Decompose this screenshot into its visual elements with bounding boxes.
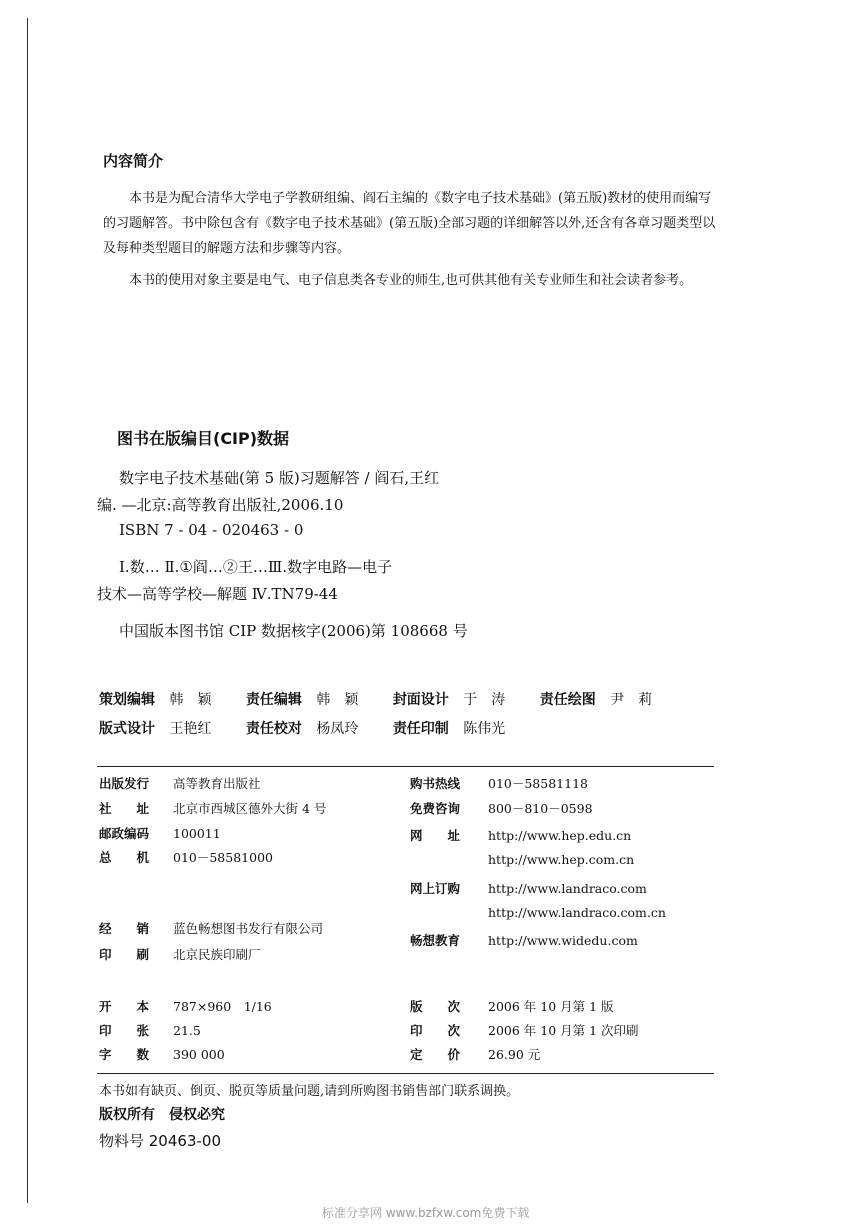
divider-bottom [97,1073,714,1074]
summary-paragraph-2: 本书的使用对象主要是电气、电子信息类各专业的师生,也可供其他有关专业师生和社会读者参考。 [129,273,693,288]
cip-title: 图书在版编目(CIP)数据 [117,429,290,448]
pub-row: 网 址 http://www.hep.edu.cn [410,828,632,843]
copyright-notice: 版权所有 侵权必究 [99,1107,225,1123]
staff-value: 杨凤玲 [316,721,359,737]
pub-row: 购书热线 010－58581118 [410,776,588,791]
pub-row: 畅想教育 http://www.widedu.com [410,933,638,948]
pub-row: 邮政编码 100011 [99,826,221,841]
cip-line-3: ISBN 7 - 04 - 020463 - 0 [119,521,304,539]
staff-value: 陈伟光 [463,721,506,737]
cip-line-6: 中国版本图书馆 CIP 数据核字(2006)第 108668 号 [119,622,468,640]
page-margin-line [27,18,28,1203]
pub-row: 印 刷 北京民族印刷厂 [99,947,261,962]
pub-row: 总 机 010－58581000 [99,850,273,865]
staff-label: 封面设计 [392,692,449,708]
spec-row: 版 次 2006 年 10 月第 1 版 [410,999,614,1014]
staff-label: 责任编辑 [245,692,302,708]
spec-row: 开 本 787×960 1/16 [99,999,272,1014]
spec-row: 定 价 26.90 元 [410,1047,541,1062]
cip-line-5: 技术—高等学校—解题 Ⅳ.TN79-44 [97,585,338,603]
quality-notice: 本书如有缺页、倒页、脱页等质量问题,请到所购图书销售部门联系调换。 [99,1084,520,1099]
staff-label: 责任绘图 [539,692,596,708]
summary-title: 内容简介 [103,152,164,170]
divider-top [97,766,714,767]
staff-value: 于 涛 [463,692,506,708]
staff-value: 尹 莉 [610,692,653,708]
staff-row-2 [99,718,505,738]
pub-row: 免费咨询 800－810－0598 [410,801,593,816]
pub-row: 经 销 蓝色畅想图书发行有限公司 [99,921,324,936]
spec-row: 印 张 21.5 [99,1023,201,1038]
pub-row: 出版发行 高等教育出版社 [99,776,261,791]
staff-label: 版式设计 [99,721,155,737]
staff-value: 韩 颖 [316,692,359,708]
cip-line-4: Ⅰ.数… Ⅱ.①阎…②王…Ⅲ.数字电路—电子 [119,558,393,576]
pub-row: 网上订购 http://www.landraco.com [410,881,647,896]
spec-row: 字 数 390 000 [99,1047,225,1062]
cip-line-2: 编. —北京:高等教育出版社,2006.10 [97,496,344,514]
summary-paragraph-1: 本书是为配合清华大学电子学教研组编、阎石主编的《数字电子技术基础》(第五版)教材的使用而编写的习题解答。书中除包含有《数字电子技术基础》(第五版)全部习题的详细解答以外,还含有各章习题类型以及每种类型题目的解题方法和步骤等内容。 [103,191,716,256]
spec-row: 印 次 2006 年 10 月第 1 次印刷 [410,1023,639,1038]
cip-line-1: 数字电子技术基础(第 5 版)习题解答 / 阎石,王红 [119,469,440,487]
pub-row: http://www.hep.com.cn [488,852,635,867]
material-number: 物料号 20463-00 [99,1132,221,1150]
staff-label: 策划编辑 [99,692,155,708]
staff-label: 责任印制 [392,721,449,737]
staff-value: 王艳红 [169,721,212,737]
staff-value: 韩 颖 [169,692,212,708]
watermark-text: 标准分享网 www.bzfxw.com免费下载 [322,1206,530,1220]
pub-row: 社 址 北京市西城区德外大街 4 号 [99,801,327,816]
staff-label: 责任校对 [245,721,302,737]
pub-row: http://www.landraco.com.cn [488,905,666,920]
staff-row-1 [99,689,652,709]
